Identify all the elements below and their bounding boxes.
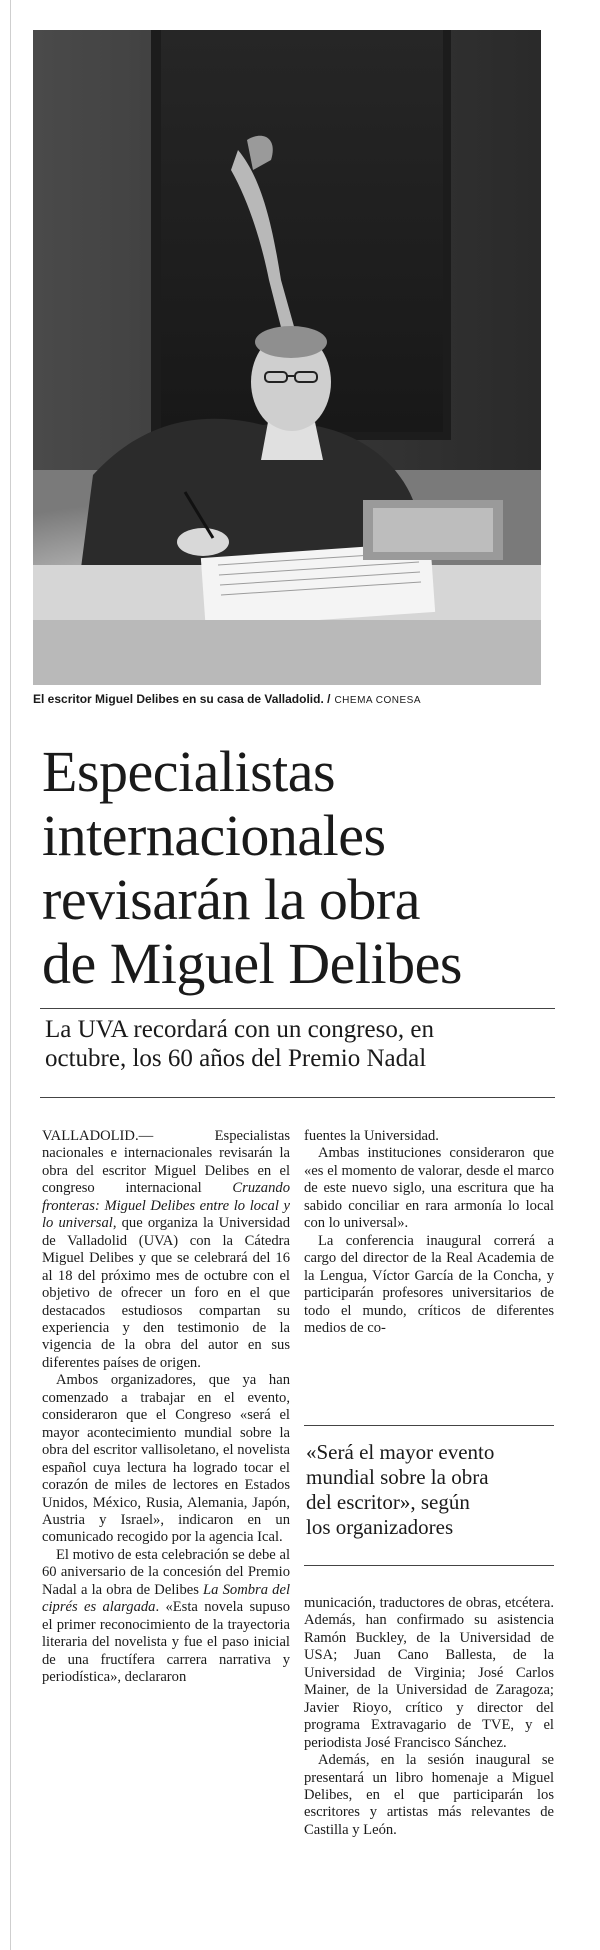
headline-line-4: de Miguel Delibes [42, 931, 462, 996]
paragraph-3-continued: fuentes la Universidad. [304, 1128, 439, 1144]
pullquote-line-1: «Será el mayor evento [306, 1440, 495, 1464]
paragraph-4: Ambas instituciones consideraron que «es el momento de valorar, desde el marco de este nuevo siglo, una escritura que ha sabido conciliar en rara armonía lo local con lo universal». [304, 1145, 554, 1232]
subheadline-line-1: La UVA recordará con un congreso, en [45, 1016, 434, 1043]
subhead-bottom-rule [40, 1097, 555, 1098]
subhead-top-rule [40, 1008, 555, 1009]
paragraph-6: Además, en la sesión inaugural se presentará un libro homenaje a Miguel Delibes, en el que participarán los escritores y artistas más relevantes de Castilla y León. [304, 1752, 554, 1838]
paragraph-3: El motivo de esta celebración se debe al 60 aniversario de la concesión del Premio Nadal a la obra de Delibes La Sombra del ciprés es alargada. «Esta novela supuso el primer reconocimiento de la trayectoria literaria del novelista y fue el paso inicial de una fructífera carrera narrativa y periodística», declararon [42, 1546, 290, 1686]
photo-caption [33, 692, 553, 706]
article-column-2-bottom [304, 1595, 554, 1839]
pullquote-top-rule [304, 1425, 554, 1426]
pullquote-line-3: del escritor», según [306, 1490, 470, 1514]
caption-text: El escritor Miguel Delibes en su casa de Valladolid. / [33, 692, 331, 706]
novel-title: La Sombra del ciprés es alargada [42, 1581, 290, 1616]
pullquote [306, 1440, 556, 1540]
article-column-2-top [304, 1128, 554, 1337]
congress-title: Cruzando fronteras: Miguel Delibes entre lo local y lo universal [42, 1180, 290, 1232]
pullquote-bottom-rule [304, 1565, 554, 1566]
paragraph-1: VALLADOLID.— Especialistas nacionales e internacionales revisarán la obra del escritor Miguel Delibes en el congreso internacional Cruzando fronteras: Miguel Delibes entre lo local y lo universal, que organiza la Universidad de Valladolid (UVA) con la Cátedra Miguel Delibes y que se celebrará del 16 al 18 del próximo mes de octubre con el objetivo de ofrecer un foro en el que destacados estudiosos compartan su experiencia y den testimonio de la vigencia de la obra del autor en sus diferentes países de origen. [42, 1128, 290, 1371]
headline [42, 740, 562, 996]
headline-line-1: Especialistas [42, 739, 336, 804]
paragraph-5: La conferencia inaugural correrá a cargo del director de la Real Academia de la Lengua, Víctor García de la Concha, y participarán profesores universitarios de todo el mundo, críticos de diferentes medios de co- [304, 1232, 554, 1336]
subheadline [45, 1015, 555, 1073]
paragraph-5-continued: municación, traductores de obras, etcétera. Además, han confirmado su asistencia Ramón Buckley, de la Universidad de USA; Juan Cano Ballesta, de la Universidad de Virginia; José Carlos Mainer, de la Universidad de Zaragoza; Javier Rioyo, crítico y director del programa Extravagario de TVE, y el periodista José Francisco Sánchez. [304, 1595, 554, 1751]
paragraph-2: Ambos organizadores, que ya han comenzado a trabajar en el evento, consideraron que el Congreso «será el mayor acontecimiento mundial sobre la obra del escritor vallisoletano, el novelista español cuya lectura ha logrado tocar el corazón de miles de lectores en Estados Unidos, México, Rusia, Alemania, Japón, Austria y Israel», indicaron en un comunicado recogido por la agencia Ical. [42, 1372, 290, 1546]
pullquote-line-4: los organizadores [306, 1515, 454, 1539]
page-edge-line [10, 0, 11, 1950]
subheadline-line-2: octubre, los 60 años del Premio Nadal [45, 1045, 427, 1072]
photo-miguel-delibes [33, 30, 541, 685]
dateline: VALLADOLID.— [42, 1128, 154, 1144]
headline-line-2: internacionales [42, 803, 386, 868]
article-column-1 [42, 1128, 290, 1687]
pullquote-line-2: mundial sobre la obra [306, 1465, 489, 1489]
headline-line-3: revisarán la obra [42, 867, 420, 932]
photo-credit: CHEMA CONESA [334, 695, 422, 706]
